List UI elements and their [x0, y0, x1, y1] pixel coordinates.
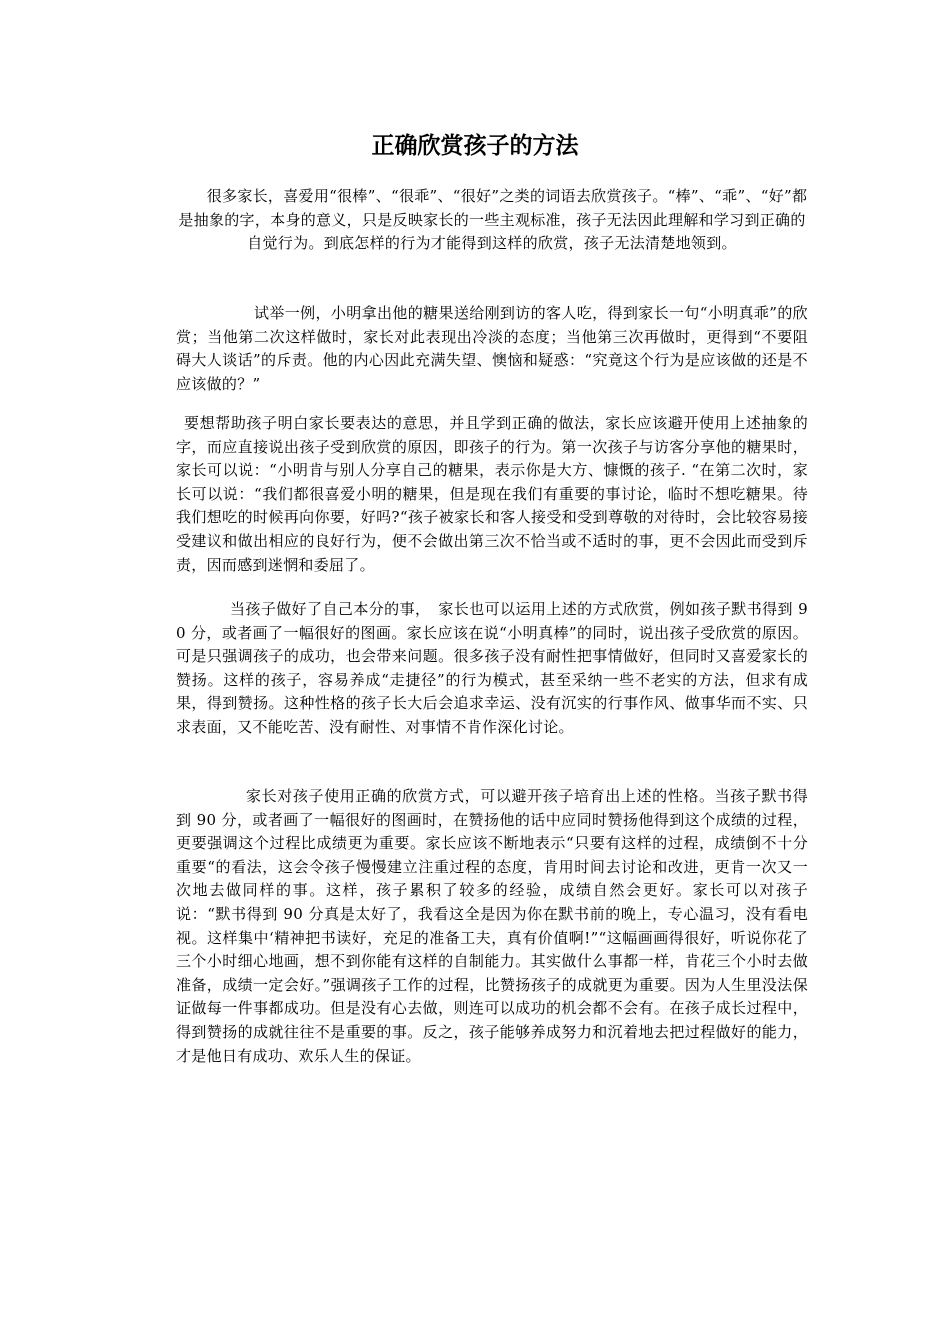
paragraph-success: 当孩子做好了自己本分的事， 家长也可以运用上述的方式欣赏，例如孩子默书得到 90 分，或者画了一幅很好的图画。家长应该在说“小明真棒”的同时，说出孩子受欣赏的原因。可是只强调孩子的成功，也会带来问题。很多孩子没有耐性把事情做好，但同时又喜爱家长的赞扬。这样的孩子，容易养成“走捷径”的行为模式，甚至采纳一些不老实的方法，但求有成果，得到赞扬。这种性格的孩子长大后会追求幸运、没有沉实的行事作风、做事华而不实、只求表面，又不能吃苦、没有耐性、对事情不肯作深化讨论。	[176, 600, 808, 736]
paragraph-process: 家长对孩子使用正确的欣赏方式，可以避开孩子培育出上述的性格。当孩子默书得到 90 分，或者画了一幅很好的图画时，在赞扬他的话中应同时赞扬他得到这个成绩的过程，更要强调这个过程比成绩更为重要。家长应该不断地表示“只要有这样的过程，成绩倒不十分重要“的看法，这会令孩子慢慢建立注重过程的态度，肯用时间去讨论和改进，更肯一次又一次地去做同样的事。这样，孩子累积了较多的经验，成绩自然会更好。家长可以对孩子说：“默书得到 90 分真是太好了，我看这全是因为你在默书前的晚上，专心温习，没有看电视。这样集中‘精神把书读好，充足的准备工夫，真有价值啊!”“这幅画画得很好，听说你花了三个小时细心地画，想不到你能有这样的自制能力。其实做什么事都一样，肯花三个小时去做准备，成绩一定会好。”强调孩子工作的过程，比赞扬孩子的成就更为重要。因为人生里没法保证做每一件事都成功。但是没有心去做，则连可以成功的机会都不会有。在孩子成长过程中，得到赞扬的成就往往不是重要的事。反之，孩子能够养成努力和沉着地去把过程做好的能力，才是他日有成功、欢乐人生的保证。	[176, 787, 808, 1065]
paragraph-intro: 很多家长，喜爱用“很棒”、“很乖”、“很好”之类的词语去欣赏孩子。“棒”、“乖”、“好”都是抽象的字，本身的意义，只是反映家长的一些主观标准，孩子无法因此理解和学习到正确的自觉行为。到底怎样的行为才能得到这样的欣赏，孩子无法清楚地领到。	[178, 187, 808, 253]
page-title: 正确欣赏孩子的方法	[371, 133, 579, 159]
paragraph-example: 试举一例，小明拿出他的糖果送给刚到访的客人吃，得到家长一句“小明真乖”的欣赏；当他第二次这样做时，家长对此表现出冷淡的态度；当他第三次再做时，更得到“不要阻碍大人谈话”的斥责。他的内心因此充满失望、懊恼和疑惑：“究竟这个行为是应该做的还是不应该做的？”	[176, 304, 808, 393]
paragraph-advice: 要想帮助孩子明白家长要表达的意思，并且学到正确的做法，家长应该避开使用上述抽象的字，而应直接说出孩子受到欣赏的原因，即孩子的行为。第一次孩子与访客分享他的糖果时，家长可以说：“小明肯与别人分享自己的糖果，表示你是大方、慷慨的孩子. “在第二次时，家长可以说：“我们都很喜爱小明的糖果，但是现在我们有重要的事讨论，临时不想吃糖果。待我们想吃的时候再向你要，好吗?“孩子被家长和客人接受和受到尊敬的对待时，会比较容易接受建议和做出相应的良好行为，便不会做出第三次不恰当或不适时的事，更不会因此而受到斥责，因而感到迷惘和委屈了。	[176, 414, 808, 574]
